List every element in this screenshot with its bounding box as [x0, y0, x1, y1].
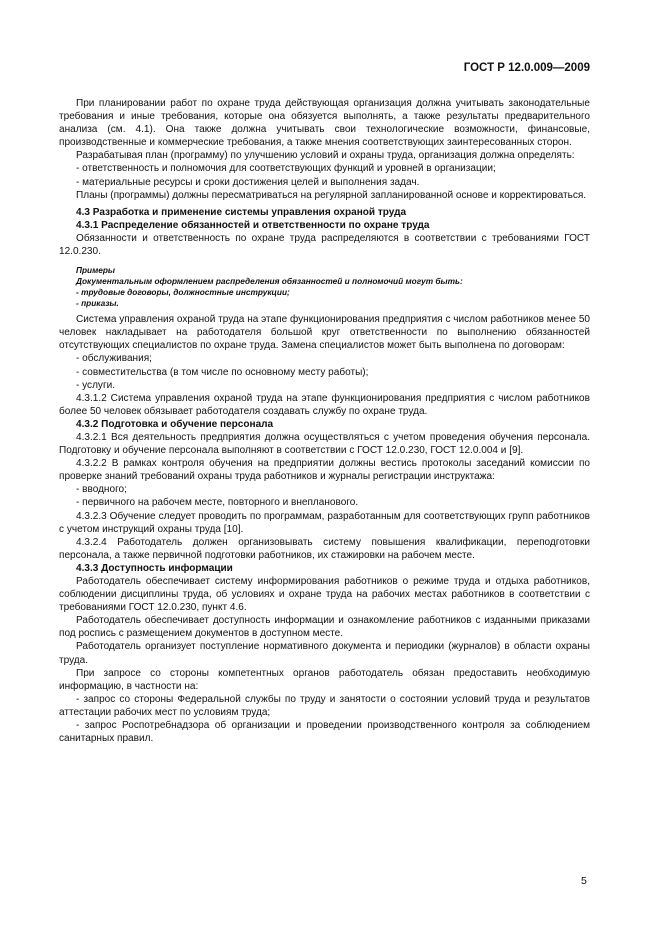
paragraph: - вводного; — [76, 484, 127, 496]
document-header: ГОСТ Р 12.0.009—2009 — [463, 62, 590, 74]
paragraph: Работодатель организует поступление нормативного документа и периодики (журналов) в области охраны труда. — [59, 641, 590, 666]
paragraph: Разрабатывая план (программу) по улучшению условий и охраны труда, организация должна определять: — [76, 150, 575, 162]
paragraph: - запрос со стороны Федеральной службы по труду и занятости о состоянии условий труда и результатов аттестации рабочих мест по условиям труда; — [59, 693, 590, 718]
example-note: - приказы. — [76, 298, 119, 309]
paragraph: Работодатель обеспечивает систему информирования работников о режиме труда и отдыха работников, соблюдении дисциплины труда, об условиях и охране труда на рабочих местах работников в соответствии с требованиями ГОСТ 12.0.230, пункт 4.6. — [59, 576, 590, 614]
paragraph: - запрос Роспотребнадзора об организации и проведении производственного контроля за соблюдением санитарных правил. — [59, 720, 590, 745]
paragraph: При планировании работ по охране труда действующая организация должна учитывать законодательные требования и иные требования, которые она обязуется выполнять, а также результаты предварительного анализа (см. 4.1). Она также должна учитывать свои технологические возможности, финансовые, производственные и коммерческие требования, а также мнения соответствующих заинтересованных сторон. — [59, 98, 590, 149]
paragraph: 4.3.2.3 Обучение следует проводить по программам, разработанным для соответствующих групп работников с учетом инструкций охраны труда [10]. — [59, 510, 590, 535]
paragraph: 4.3.2.1 Вся деятельность предприятия должна осуществляться с учетом проведения обучения персонала. Подготовку и обучение персонала выполняют в соответствии с ГОСТ 12.0.230, ГОСТ 12.0.004 и [9]. — [59, 431, 590, 457]
paragraph: Обязанности и ответственность по охране труда распределяются в соответствии с требованиями ГОСТ 12.0.230. — [59, 232, 590, 258]
paragraph: Система управления охраной труда на этапе функционирования предприятия с числом работников менее 50 человек накладывает на работодателя большой круг ответственности по выполнению обязанностей отсутствующих специалистов по охране труда. Замена специалистов может быть выполнена по договорам: — [59, 314, 590, 352]
example-note: - трудовые договоры, должностные инструкции; — [76, 287, 290, 298]
section-heading: 4.3 Разработка и применение системы управления охраной труда — [76, 206, 407, 218]
example-note: Документальным оформлением распределения обязанностей и полномочий могут быть: — [76, 276, 463, 287]
paragraph: - первичного на рабочем месте, повторного и внепланового. — [76, 497, 359, 509]
example-note: Примеры — [76, 265, 116, 276]
paragraph: 4.3.2.2 В рамках контроля обучения на предприятии должны вестись протоколы заседаний комиссии по проверке знаний требований охраны труда работников и журналы регистрации инструктажа: — [59, 458, 590, 483]
paragraph: - обслуживания; — [76, 353, 152, 365]
section-heading: 4.3.1 Распределение обязанностей и ответственности по охране труда — [76, 219, 430, 231]
paragraph: - материальные ресурсы и сроки достижения целей и выполнения задач. — [76, 176, 420, 188]
paragraph: - ответственность и полномочия для соответствующих функций и уровней в организации; — [76, 163, 496, 175]
paragraph: Работодатель обеспечивает доступность информации и ознакомление работников с изданными приказами под роспись с размещением документов в доступном месте. — [59, 615, 590, 640]
paragraph: 4.3.1.2 Система управления охраной труда на этапе функционирования предприятия с числом работников более 50 человек обязывает работодателя создавать службу по охране труда. — [59, 392, 590, 417]
paragraph: - совместительства (в том числе по основному месту работы); — [76, 366, 369, 378]
section-heading: 4.3.2 Подготовка и обучение персонала — [76, 418, 274, 430]
section-heading: 4.3.3 Доступность информации — [76, 562, 233, 574]
paragraph: 4.3.2.4 Работодатель должен организовывать систему повышения квалификации, переподготовки персонала, а также первичной подготовки работников, их стажировки на рабочем месте. — [59, 536, 590, 561]
document-body — [59, 97, 590, 745]
paragraph: При запросе со стороны компетентных органов работодатель обязан предоставить необходимую информацию, в частности на: — [59, 667, 590, 692]
page-number: 5 — [581, 875, 587, 887]
paragraph: - услуги. — [76, 379, 116, 391]
paragraph: Планы (программы) должны пересматриваться на регулярной запланированной основе и корректироваться. — [76, 189, 587, 201]
